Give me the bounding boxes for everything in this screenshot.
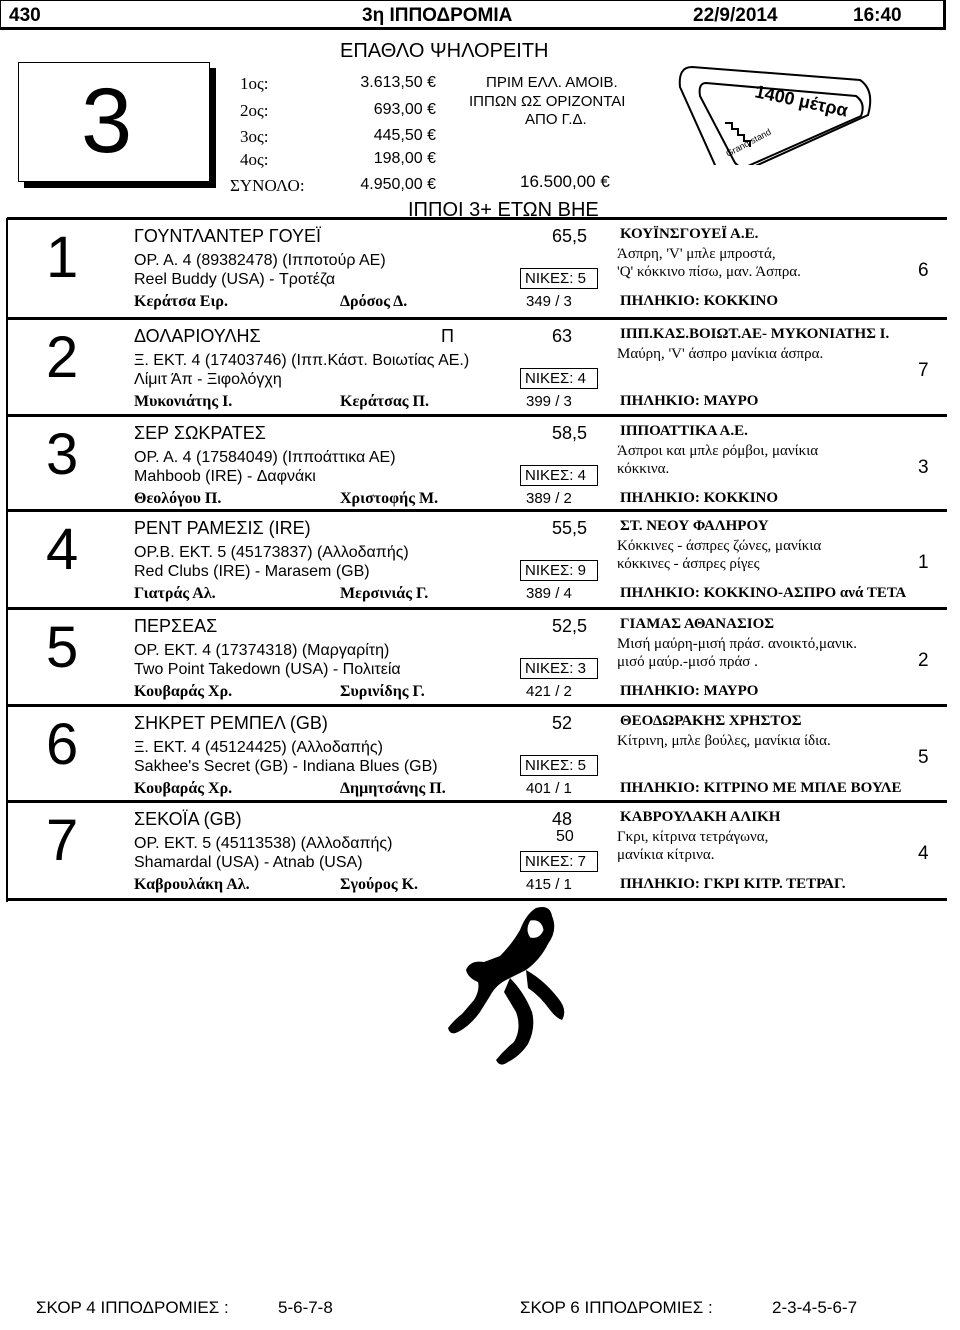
track-distance: 1400 μέτρα [753,81,850,121]
horse-silk-line-1: Κίτρινη, μπλε βούλες, μανίκια ίδια. [617,733,831,749]
horse-owner: ΓΙΑΜΑΣ ΑΘΑΝΑΣΙΟΣ [620,616,775,632]
horse-weight: 63 [552,326,573,346]
horse-pedigree: Mahboob (IRE) - Δαφνάκι [134,468,316,485]
horse-pedigree: Λίμιτ Άπ - Ξιφολόγχη [134,371,282,388]
horse-helmet: ΠΗΛΗΚΙΟ: ΚΟΚΚΙΝΟ [620,293,779,309]
horse-flag: Π [441,326,454,346]
horse-trainer: Θεολόγου Π. [134,490,222,507]
horse-trainer: Καβρουλάκη Αλ. [134,876,250,893]
score4-value: 5-6-7-8 [278,1298,333,1317]
row-separator [7,800,947,803]
bonus-line-1: ΠΡΙΜ ΕΛΛ. ΑΜΟΙΒ. [486,74,618,91]
horse-info: Ξ. ΕΚΤ. 4 (17403746) (Ιππ.Κάστ. Βοιωτίας ΑΕ.) [134,352,470,369]
prize-value-total: 4.950,00 € [360,176,436,193]
horse-info: ΟΡ. ΕΚΤ. 5 (45113538) (Αλλοδαπής) [134,835,393,852]
horse-rating: 399 / 3 [526,393,572,410]
horse-helmet: ΠΗΛΗΚΙΟ: ΚΙΤΡΙΝΟ ΜΕ ΜΠΛΕ ΒΟΥΛΕ [620,780,902,796]
horse-silk-line-2: 'Q' κόκκινο πίσω, μαν. Άσπρα. [617,264,801,280]
horse-rating: 349 / 3 [526,293,572,310]
horse-number: 4 [46,517,79,582]
score4-label: ΣΚΟΡ 4 ΙΠΠΟΔΡΟΜΙΕΣ : [36,1298,229,1317]
row-separator [7,317,947,320]
horse-jockey: Συρινίδης Γ. [340,683,425,700]
row-separator [7,704,947,707]
horse-name: ΣΕΚΟΪΑ (GB) [134,809,242,829]
horse-number: 3 [46,422,79,487]
horse-silk-line-1: Κόκκινες - άσπρες ζώνες, μανίκια [617,538,822,554]
horse-post-position: 6 [918,260,929,281]
horse-jockey: Δημητσάνης Π. [340,780,446,797]
bonus-line-3: ΑΠΟ Γ.Δ. [525,111,587,128]
horse-weight: 48 [552,809,573,829]
horse-name: ΣΗΚΡΕΤ ΡΕΜΠΕΛ (GB) [134,713,328,733]
horse-number: 6 [46,712,79,777]
horse-pedigree: Shamardal (USA) - Atnab (USA) [134,854,363,871]
horse-weight: 52,5 [552,616,588,636]
horse-info: ΟΡ. ΕΚΤ. 4 (17374318) (Μαργαρίτη) [134,642,390,659]
horse-post-position: 1 [918,552,929,573]
horse-number: 5 [46,615,79,680]
prize-label-total: ΣΥΝΟΛΟ: [230,176,305,195]
race-header [0,0,946,30]
horse-owner: ΣΤ. ΝΕΟΥ ΦΑΛΗΡΟΥ [620,518,769,534]
race-time: 16:40 [853,5,902,26]
horse-wins: ΝΙΚΕΣ: 3 [520,658,598,679]
prize-label-1: 1ος: [240,74,269,93]
prize-value-4: 198,00 € [373,150,436,167]
prize-title: ΕΠΑΘΛΟ ΨΗΛΟΡΕΙΤΗ [340,40,549,62]
horse-silk-line-1: Γκρι, κίτρινα τετράγωνα, [617,829,769,845]
prize-label-4: 4ος: [240,150,269,169]
horse-trainer: Γιατράς Αλ. [134,585,216,602]
horse-rating: 389 / 2 [526,490,572,507]
horse-name: ΣΕΡ ΣΩΚΡΑΤΕΣ [134,423,266,443]
score6-value: 2-3-4-5-6-7 [772,1298,858,1317]
race-title: 3η ΙΠΠΟΔΡΟΜΙΑ [362,5,513,26]
horse-post-position: 3 [918,457,929,478]
horse-number: 1 [46,225,79,290]
horse-number: 2 [46,325,79,390]
horse-silk-line-1: Μισή μαύρη-μισή πράσ. ανοικτό,μανικ. [617,636,858,652]
horse-owner: ΚΟΥΪΝΣΓΟΥΕΪ Α.Ε. [620,226,759,242]
horse-silk-line-2: μανίκια κίτρινα. [617,847,715,863]
horse-jockey: Σγούρος Κ. [340,876,419,893]
horse-rating: 401 / 1 [526,780,572,797]
row-separator [7,607,947,610]
prize-value-3: 445,50 € [373,127,436,144]
horse-silk-line-2: κόκκινα. [617,461,670,477]
horse-info: ΟΡ. Α. 4 (89382478) (Ιπποτούρ ΑΕ) [134,252,386,269]
horse-jockey: Χριστοφής Μ. [340,490,439,507]
row-separator [7,509,947,512]
bonus-amount: 16.500,00 € [520,172,610,191]
racehorse-icon [440,900,580,1080]
horse-post-position: 7 [918,360,929,381]
horse-rating: 415 / 1 [526,876,572,893]
horse-pedigree: Reel Buddy (USA) - Τροτέζα [134,271,336,288]
horse-owner: ΚΑΒΡΟΥΛΑΚΗ ΑΛΙΚΗ [620,809,781,825]
race-category: ΙΠΠΟΙ 3+ ΕΤΩΝ ΒΗΕ [408,199,599,221]
horse-name: ΓΟΥΝΤΛΑΝΤΕΡ ΓΟΥΕΪ [134,226,322,246]
horse-silk-line-1: Άσπροι και μπλε ρόμβοι, μανίκια [617,443,819,459]
horse-wins: ΝΙΚΕΣ: 4 [520,368,598,389]
horse-wins: ΝΙΚΕΣ: 9 [520,560,598,581]
horse-number: 7 [46,808,79,873]
horse-wins: ΝΙΚΕΣ: 5 [520,755,598,776]
horse-jockey: Κεράτσας Π. [340,393,429,410]
horse-pedigree: Two Point Takedown (USA) - Πολιτεία [134,661,401,678]
horse-helmet: ΠΗΛΗΚΙΟ: ΚΟΚΚΙΝΟ [620,490,779,506]
horse-owner: ΙΠΠ.ΚΑΣ.ΒΟΙΩΤ.ΑΕ- ΜΥΚΟΝΙΑΤΗΣ Ι. [620,326,890,342]
prize-value-1: 3.613,50 € [360,74,436,91]
horse-weight: 65,5 [552,226,588,246]
horse-silk-line-1: Μαύρη, 'V' άσπρο μανίκια άσπρα. [617,346,824,362]
horse-name: ΡΕΝΤ ΡΑΜΕΣΙΣ (IRE) [134,518,311,538]
horse-info: Ξ. ΕΚΤ. 4 (45124425) (Αλλοδαπής) [134,739,383,756]
horse-weight: 52 [552,713,573,733]
horse-trainer: Κουβαράς Χρ. [134,780,233,797]
grand-stand-label: Grand stand [724,126,773,159]
horse-silk-line-1: Άσπρη, 'V' μπλε μπροστά, [617,246,776,262]
row-separator [7,217,947,220]
horse-weight-alt: 50 [556,828,574,845]
horse-info: ΟΡ.Β. ΕΚΤ. 5 (45173837) (Αλλοδαπής) [134,544,409,561]
horse-pedigree: Red Clubs (IRE) - Marasem (GB) [134,563,370,580]
horse-owner: ΘΕΟΔΩΡΑΚΗΣ ΧΡΗΣΤΟΣ [620,713,802,729]
horse-helmet: ΠΗΛΗΚΙΟ: ΚΟΚΚΙΝΟ-ΑΣΠΡΟ ανά ΤΕΤΑ [620,585,907,601]
prize-label-3: 3ος: [240,127,269,146]
race-number-box [18,62,210,182]
horse-rating: 421 / 2 [526,683,572,700]
race-number: 3 [81,70,133,172]
horse-rating: 389 / 4 [526,585,572,602]
race-date: 22/9/2014 [693,5,778,26]
horse-owner: ΙΠΠΟΑΤΤΙΚΑ Α.Ε. [620,423,748,439]
horse-trainer: Μυκονιάτης Ι. [134,393,233,410]
horse-trainer: Κεράτσα Ειρ. [134,293,228,310]
horse-trainer: Κουβαράς Χρ. [134,683,233,700]
horse-info: ΟΡ. Α. 4 (17584049) (Ιπποάττικα ΑΕ) [134,449,396,466]
horse-weight: 58,5 [552,423,588,443]
horse-post-position: 2 [918,650,929,671]
horse-post-position: 5 [918,747,929,768]
score6-label: ΣΚΟΡ 6 ΙΠΠΟΔΡΟΜΙΕΣ : [520,1298,713,1317]
row-separator [7,414,947,417]
horse-name: ΔΟΛΑΡΙΟΥΛΗΣ [134,326,261,346]
horse-helmet: ΠΗΛΗΚΙΟ: ΓΚΡΙ ΚΙΤΡ. ΤΕΤΡΑΓ. [620,876,846,892]
horse-post-position: 4 [918,843,929,864]
horse-pedigree: Sakhee's Secret (GB) - Indiana Blues (GB) [134,758,438,775]
bonus-line-2: ΙΠΠΩΝ ΩΣ ΟΡΙΖΟΝΤΑΙ [469,93,626,110]
horse-name: ΠΕΡΣΕΑΣ [134,616,218,636]
horse-jockey: Μερσινιάς Γ. [340,585,429,602]
horse-wins: ΝΙΚΕΣ: 4 [520,465,598,486]
horse-wins: ΝΙΚΕΣ: 7 [520,851,598,872]
prize-value-2: 693,00 € [373,101,436,118]
track-diagram [670,45,880,165]
horse-silk-line-2: μισό μαύρ.-μισό πράσ . [617,654,758,670]
horse-helmet: ΠΗΛΗΚΙΟ: ΜΑΥΡΟ [620,393,759,409]
horse-jockey: Δρόσος Δ. [340,293,408,310]
race-code: 430 [9,5,41,26]
prize-label-2: 2ος: [240,101,269,120]
horse-weight: 55,5 [552,518,588,538]
horse-silk-line-2: κόκκινες - άσπρες ρίγες [617,556,760,572]
horse-helmet: ΠΗΛΗΚΙΟ: ΜΑΥΡΟ [620,683,759,699]
horse-wins: ΝΙΚΕΣ: 5 [520,268,598,289]
